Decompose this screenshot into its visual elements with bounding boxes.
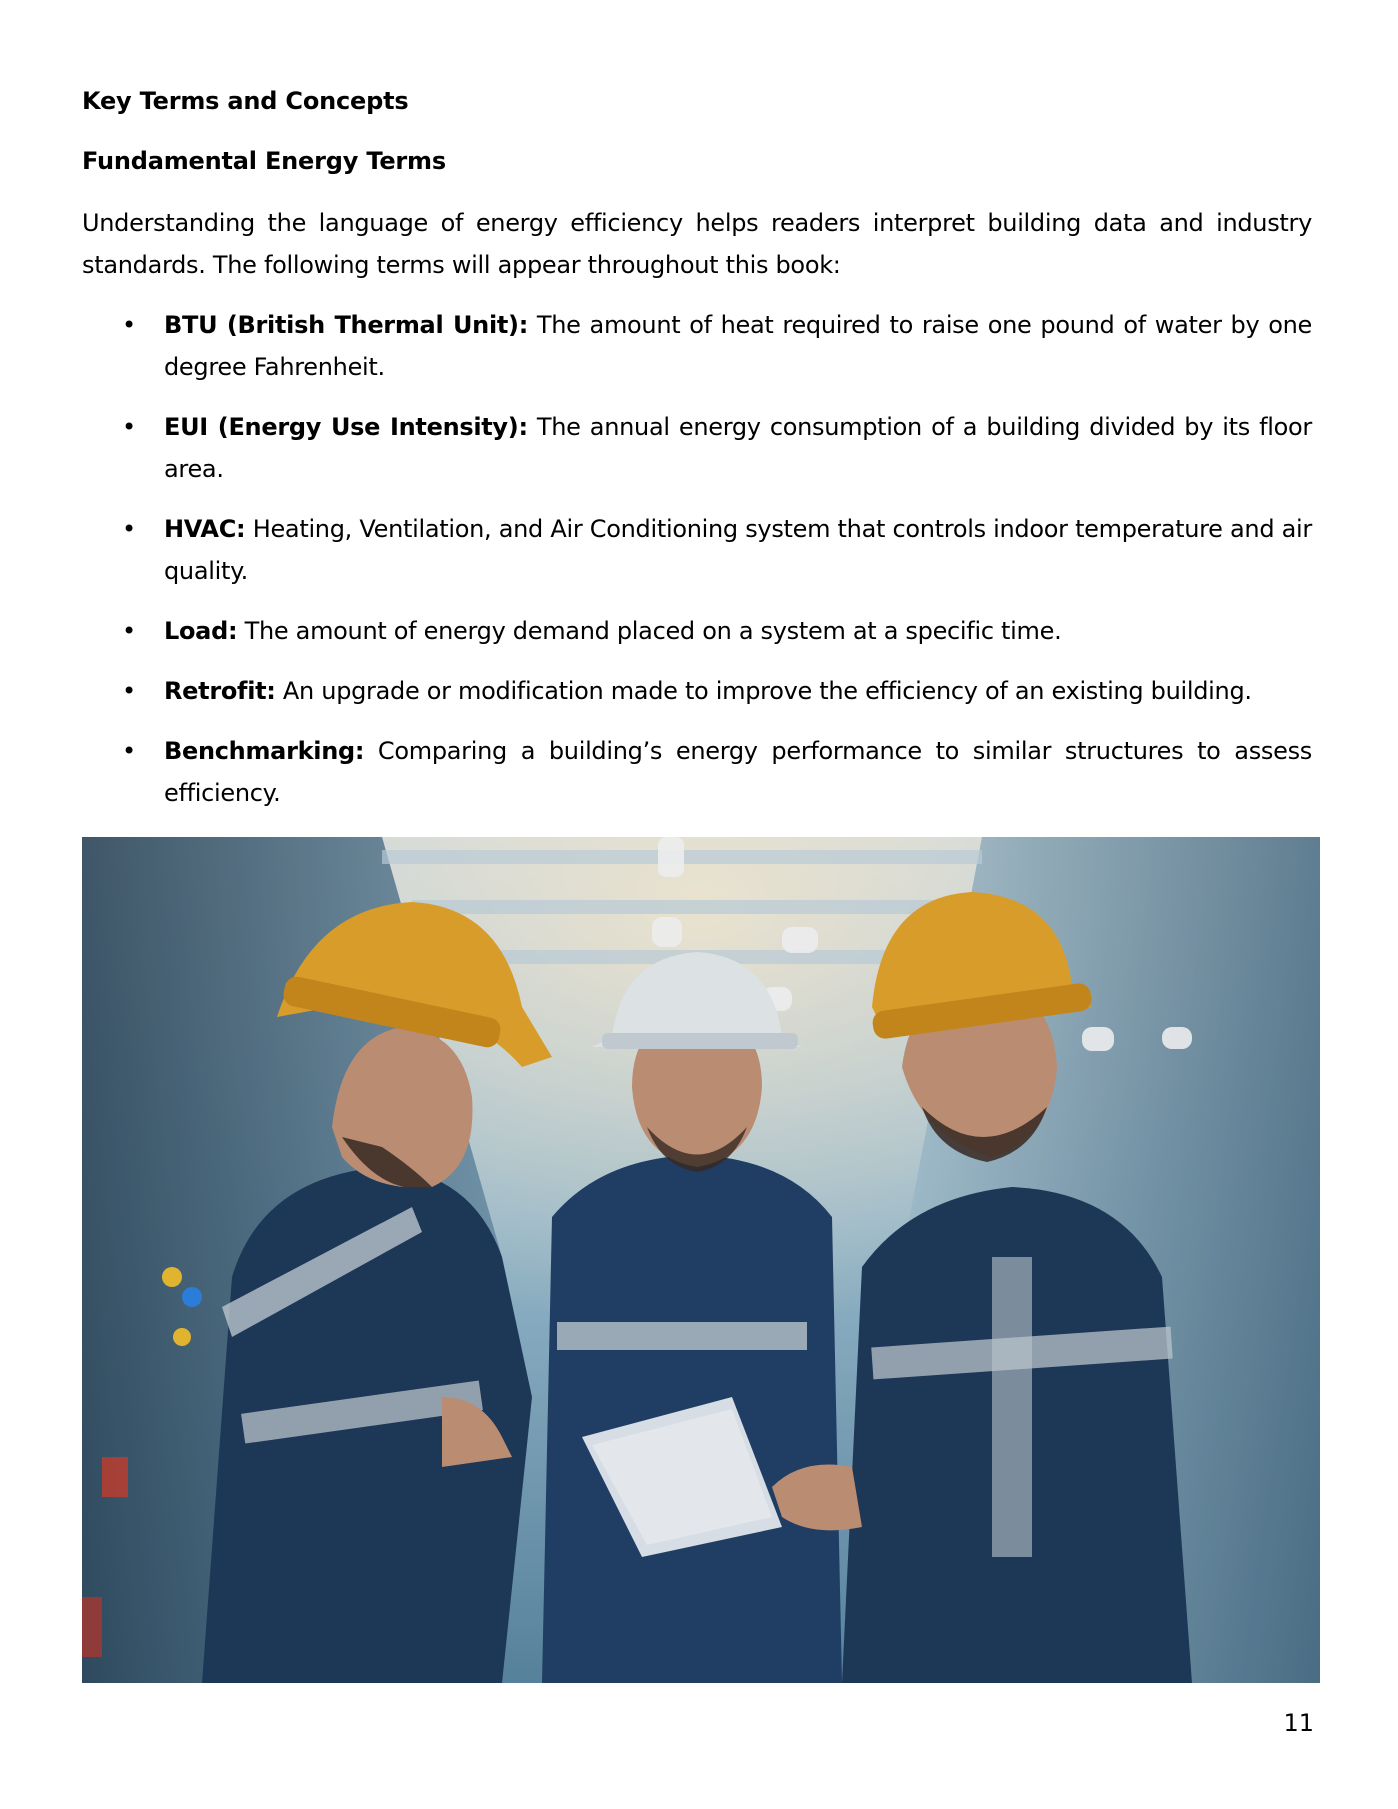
term-definition: The annual energy consumption of a building divided by its floor area. (164, 413, 1312, 483)
section-heading: Key Terms and Concepts (82, 87, 409, 115)
subsection-heading: Fundamental Energy Terms (82, 147, 446, 175)
terms-list (82, 304, 1312, 832)
term-definition: Heating, Ventilation, and Air Conditioning system that controls indoor temperature and air quality. (164, 515, 1312, 585)
page-number: 11 (1283, 1709, 1314, 1737)
term-label: BTU (British Thermal Unit): (164, 311, 529, 339)
term-label: Retrofit: (164, 677, 276, 705)
term-definition: Comparing a building’s energy performance to similar structures to assess efficiency. (164, 737, 1312, 807)
term-label: HVAC: (164, 515, 246, 543)
term-label: Load: (164, 617, 238, 645)
photo-workers-icon (82, 837, 1320, 1683)
bullet-icon: • (122, 677, 136, 705)
bullet-icon: • (122, 413, 136, 441)
term-item-hvac (82, 508, 1312, 592)
term-definition: An upgrade or modification made to improve the efficiency of an existing building. (275, 677, 1252, 705)
workers-photo (82, 837, 1320, 1683)
term-definition: The amount of heat required to raise one pound of water by one degree Fahrenheit. (164, 311, 1313, 381)
term-definition: The amount of energy demand placed on a system at a specific time. (237, 617, 1062, 645)
bullet-icon: • (122, 617, 136, 645)
term-label: Benchmarking: (164, 737, 365, 765)
term-item-load (82, 610, 1312, 652)
bullet-icon: • (122, 737, 136, 765)
bullet-icon: • (122, 311, 136, 339)
term-label: EUI (Energy Use Intensity): (164, 413, 528, 441)
term-item-btu (82, 304, 1312, 388)
term-item-retrofit (82, 670, 1312, 712)
bullet-icon: • (122, 515, 136, 543)
term-item-benchmarking (82, 730, 1312, 814)
term-item-eui (82, 406, 1312, 490)
intro-paragraph: Understanding the language of energy efficiency helps readers interpret building data and industry standards. The following terms will appear throughout this book: (82, 209, 1312, 279)
